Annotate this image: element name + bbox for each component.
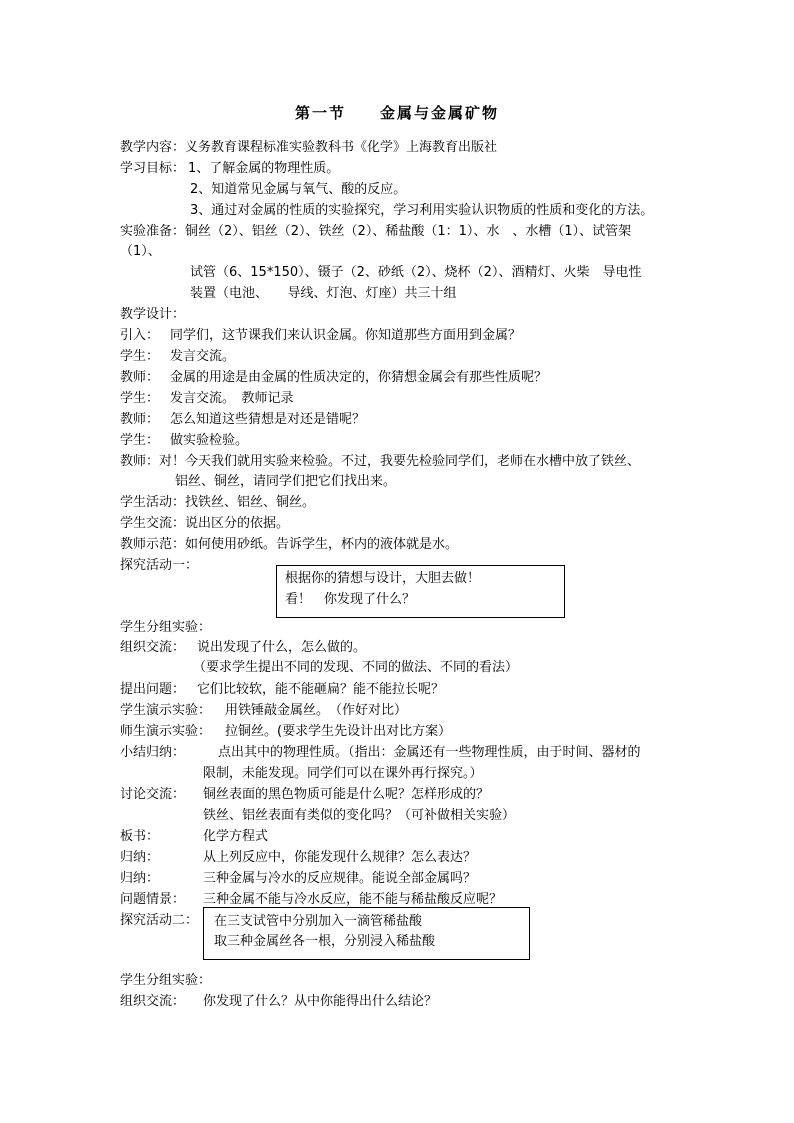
prep-line-2: （1）、 (120, 244, 161, 259)
teacher-student-demo-text: 拉铜丝。(要求学生先设计出对比方案） (225, 724, 452, 739)
scenario-label: 问题情景： (120, 892, 186, 907)
student-demo-text: 用铁锤敲金属丝。 （作好对比） (225, 703, 408, 718)
dialog-text: 发言交流。 (170, 349, 236, 364)
goal-3: 3、通过对金属的性质的实验探究，学习利用实验认识物质的性质和变化的方法。 (190, 203, 654, 218)
org-exchange-2-text: 你发现了什么？从中你能得出什么结论？ (203, 994, 438, 1009)
dialog-text: 发言交流。 教师记录 (170, 391, 294, 406)
dialog-text: 做实验检验。 (170, 433, 249, 448)
org-exchange-2-label: 组织交流： (120, 994, 186, 1009)
content-intro: 教学内容：义务教育课程标准实验教科书《化学》上海教育出版社 (120, 140, 498, 155)
dialog-text: 怎么知道这些猜想是对还是错呢？ (170, 412, 366, 427)
teacher-line-1: 教师：对！今天我们就用实验来检验。不过，我要先检验同学们，老师在水槽中放了铁丝、 (120, 454, 641, 469)
explore-2-box (203, 907, 530, 960)
summary-label: 小结归纳： (120, 745, 186, 760)
goal-2: 2、知道常见金属与氧气、酸的反应。 (190, 182, 407, 197)
group-experiment-1: 学生分组实验： (120, 620, 212, 635)
teacher-line-2: 铝丝、铜丝，请同学们把它们找出来。 (175, 474, 397, 489)
induce-text: 从上列反应中，你能发现什么规律？怎么表达？ (203, 850, 477, 865)
teacher-demo: 教师示范：如何使用砂纸。告诉学生，杯内的液体就是水。 (120, 537, 459, 552)
student-exchange: 学生交流：说出区分的依据。 (120, 516, 290, 531)
student-activity: 学生活动：找铁丝、铝丝、铜丝。 (120, 495, 316, 510)
prep-line-3: 试管（6、15*150）、镊子（2、砂纸（2）、烧杯（2）、酒精灯、火柴 导电性 (190, 265, 642, 280)
dialog-role: 学生： (120, 391, 160, 406)
dialog-role: 引入： (120, 328, 160, 343)
org-exchange-text: 说出发现了什么，怎么做的。 (197, 640, 367, 655)
explore-1-box-line: 根据你的猜想与设计，大胆去做！ (285, 571, 481, 586)
summary-line-2: 限制，未能发现。同学们可以在课外再行探究。） (203, 766, 483, 781)
induce-text: 三种金属与冷水的反应规律。能说全部金属吗？ (203, 871, 477, 886)
discuss-label: 讨论交流： (120, 787, 186, 802)
dialog-role: 教师： (120, 370, 160, 385)
board-text: 化学方程式 (203, 829, 269, 844)
prep-line-1: 实验准备：铜丝（2）、铝丝（2）、铁丝（2）、稀盐酸（1：1）、水 、水槽（1）、试管架 (120, 224, 632, 239)
discuss-line-2: 铁丝、铝丝表面有类似的变化吗？（可补做相关实验） (203, 808, 516, 823)
dialog-text: 同学们，这节课我们来认识金属。你知道那些方面用到金属？ (170, 328, 522, 343)
explore-1-box (276, 565, 565, 618)
explore-2-box-line: 在三支试管中分别加入一滴管稀盐酸 (214, 914, 423, 929)
summary-line-1: 点出其中的物理性质。（指出：金属还有一些物理性质，由于时间、器材的 (218, 745, 641, 760)
dialog-role: 教师： (120, 412, 160, 427)
org-exchange-label: 组织交流： (120, 640, 186, 655)
dialog-text: 金属的用途是由金属的性质决定的，你猜想金属会有那些性质呢？ (170, 370, 548, 385)
teacher-student-demo-label: 师生演示实验： (120, 724, 212, 739)
explore-2-label: 探究活动二： (120, 913, 199, 928)
discuss-line-1: 铜丝表面的黑色物质可能是什么呢？怎样形成的？ (203, 787, 490, 802)
explore-2-box-line: 取三种金属丝各一根，分别浸入稀盐酸 (214, 934, 436, 949)
explore-1-box-line: 看！ 你发现了什么？ (285, 592, 416, 607)
question-label: 提出问题： (120, 682, 186, 697)
goal-1: 1、了解金属的物理性质。 (188, 161, 340, 176)
board-label: 板书： (120, 829, 160, 844)
explore-1-label: 探究活动一： (120, 558, 199, 573)
question-text: 它们比较软，能不能砸扁？能不能拉长呢？ (197, 682, 445, 697)
dialog-role: 学生： (120, 433, 160, 448)
group-experiment-2: 学生分组实验： (120, 973, 212, 988)
page-title: 第一节 金属与金属矿物 (294, 104, 499, 122)
goals-label: 学习目标： (120, 161, 186, 176)
induce-label: 归纳： (120, 871, 160, 886)
dialog-role: 学生： (120, 349, 160, 364)
scenario-text: 三种金属不能与冷水反应，能不能与稀盐酸反应呢？ (203, 892, 503, 907)
induce-label: 归纳： (120, 850, 160, 865)
org-exchange-note: （要求学生提出不同的发现、不同的做法、不同的看法） (193, 660, 519, 675)
student-demo-label: 学生演示实验： (120, 703, 212, 718)
prep-line-4: 装置（电池、 导线、灯泡、灯座）共三十组 (190, 286, 457, 301)
design-label: 教学设计： (120, 307, 186, 322)
